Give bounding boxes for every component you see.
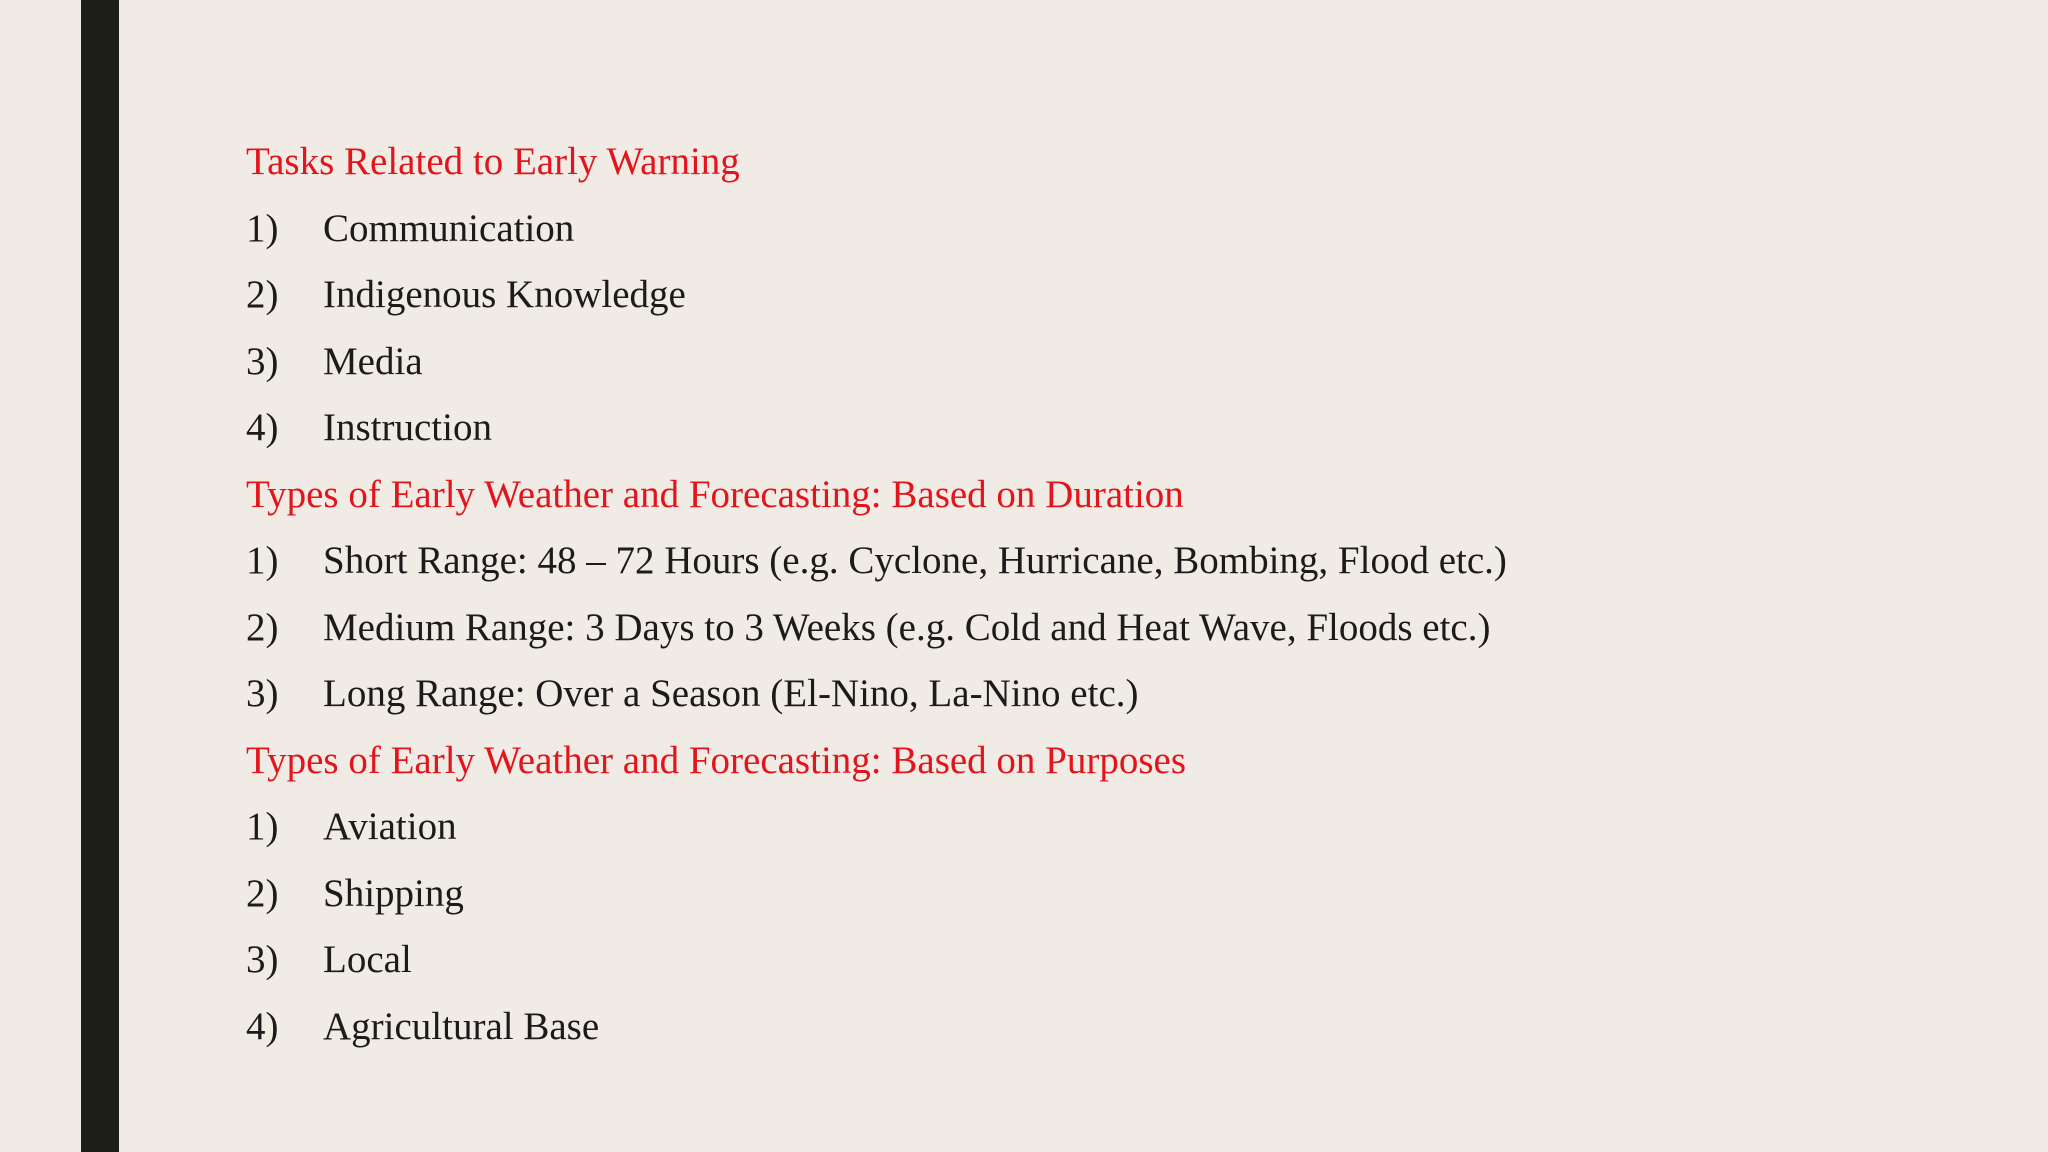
list-item-text: Shipping <box>323 871 464 915</box>
list-item <box>246 994 1946 1061</box>
list-item <box>246 329 1946 396</box>
list-item <box>246 528 1946 595</box>
list-item-text: Long Range: Over a Season (El-Nino, La-Nino etc.) <box>323 672 1139 715</box>
list-item-number: 1) <box>246 805 279 848</box>
list-item-number: 2) <box>246 273 279 316</box>
list-item-number: 3) <box>246 938 279 981</box>
list-item-number: 3) <box>246 672 279 715</box>
list-item-number: 3) <box>246 339 279 383</box>
list-item <box>246 196 1946 263</box>
left-accent-bar <box>81 0 119 1152</box>
list-item-number: 1) <box>246 539 279 582</box>
list-item-number: 2) <box>246 605 279 649</box>
list-item-text: Instruction <box>323 406 492 449</box>
list-item-number: 4) <box>246 406 279 449</box>
list-item-text: Media <box>323 339 423 383</box>
section-heading-forecast-by-purpose: Types of Early Weather and Forecasting: Based on Purposes <box>246 738 1187 782</box>
list-item-text: Agricultural Base <box>323 1004 600 1048</box>
list-item <box>246 927 1946 994</box>
list-item <box>246 794 1946 861</box>
list-item-number: 4) <box>246 1004 279 1048</box>
section-heading-forecast-by-duration: Types of Early Weather and Forecasting: Based on Duration <box>246 472 1184 516</box>
section-heading-early-warning-tasks: Tasks Related to Early Warning <box>246 140 740 183</box>
list-item <box>246 595 1946 662</box>
slide-content <box>246 129 1946 1060</box>
list-item-number: 2) <box>246 871 279 915</box>
list-item <box>246 395 1946 462</box>
list-item <box>246 861 1946 928</box>
list-item-text: Local <box>323 938 412 981</box>
list-item <box>246 661 1946 728</box>
list-item-text: Short Range: 48 – 72 Hours (e.g. Cyclone, Hurricane, Bombing, Flood etc.) <box>323 539 1507 582</box>
list-item-number: 1) <box>246 206 279 250</box>
list-item-text: Indigenous Knowledge <box>323 273 686 316</box>
list-item-text: Communication <box>323 206 575 250</box>
list-item <box>246 262 1946 329</box>
list-item-text: Aviation <box>323 805 457 848</box>
list-item-text: Medium Range: 3 Days to 3 Weeks (e.g. Cold and Heat Wave, Floods etc.) <box>323 605 1491 649</box>
